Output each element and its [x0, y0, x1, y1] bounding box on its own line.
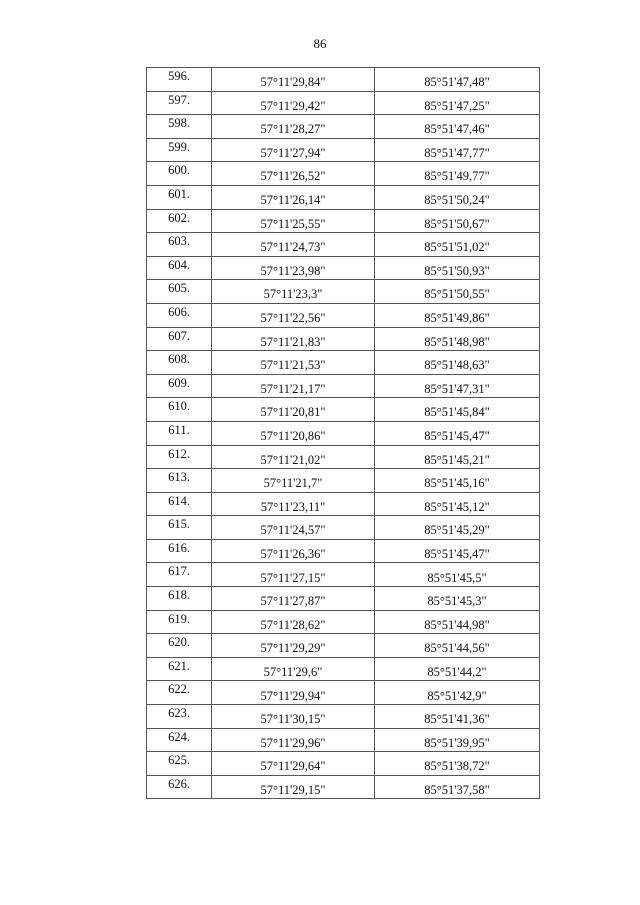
- point-number-cell: 602.: [147, 209, 212, 233]
- table-row: [147, 162, 540, 186]
- longitude-cell: 85°51'42,9": [375, 681, 540, 705]
- latitude-cell: 57°11'29,64": [212, 752, 375, 776]
- point-number-cell: 620.: [147, 634, 212, 658]
- latitude-cell: 57°11'21,02": [212, 445, 375, 469]
- point-number-cell: 604.: [147, 256, 212, 280]
- longitude-cell: 85°51'50,55": [375, 280, 540, 304]
- latitude-cell: 57°11'26,36": [212, 539, 375, 563]
- table-row: [147, 445, 540, 469]
- point-number-cell: 626.: [147, 775, 212, 799]
- latitude-cell: 57°11'26,14": [212, 185, 375, 209]
- table-row: [147, 351, 540, 375]
- table-row: [147, 256, 540, 280]
- longitude-cell: 85°51'47,46": [375, 115, 540, 139]
- longitude-cell: 85°51'37,58": [375, 775, 540, 799]
- longitude-cell: 85°51'49,77": [375, 162, 540, 186]
- point-number-cell: 607.: [147, 327, 212, 351]
- point-number-cell: 596.: [147, 68, 212, 92]
- point-number-cell: 618.: [147, 587, 212, 611]
- latitude-cell: 57°11'20,86": [212, 421, 375, 445]
- point-number-cell: 608.: [147, 351, 212, 375]
- table-row: [147, 303, 540, 327]
- point-number-cell: 615.: [147, 516, 212, 540]
- table-row: [147, 68, 540, 92]
- latitude-cell: 57°11'27,15": [212, 563, 375, 587]
- page-number: 86: [313, 36, 327, 51]
- latitude-cell: 57°11'21,17": [212, 374, 375, 398]
- table-row: [147, 587, 540, 611]
- point-number-cell: 621.: [147, 657, 212, 681]
- point-number-cell: 597.: [147, 91, 212, 115]
- longitude-cell: 85°51'51,02": [375, 233, 540, 257]
- latitude-cell: 57°11'23,98": [212, 256, 375, 280]
- longitude-cell: 85°51'48,63": [375, 351, 540, 375]
- latitude-cell: 57°11'26,52": [212, 162, 375, 186]
- table-row: [147, 327, 540, 351]
- table-row: [147, 209, 540, 233]
- longitude-cell: 85°51'47,25": [375, 91, 540, 115]
- longitude-cell: 85°51'47,31": [375, 374, 540, 398]
- latitude-cell: 57°11'21,53": [212, 351, 375, 375]
- latitude-cell: 57°11'21,83": [212, 327, 375, 351]
- table-row: [147, 610, 540, 634]
- point-number-cell: 623.: [147, 705, 212, 729]
- coordinates-table-body: [147, 68, 540, 799]
- table-row: [147, 492, 540, 516]
- point-number-cell: 600.: [147, 162, 212, 186]
- latitude-cell: 57°11'28,27": [212, 115, 375, 139]
- table-row: [147, 657, 540, 681]
- longitude-cell: 85°51'45,47": [375, 421, 540, 445]
- latitude-cell: 57°11'30,15": [212, 705, 375, 729]
- longitude-cell: 85°51'50,24": [375, 185, 540, 209]
- longitude-cell: 85°51'45,16": [375, 469, 540, 493]
- longitude-cell: 85°51'38,72": [375, 752, 540, 776]
- latitude-cell: 57°11'24,57": [212, 516, 375, 540]
- table-row: [147, 634, 540, 658]
- point-number-cell: 625.: [147, 752, 212, 776]
- point-number-cell: 598.: [147, 115, 212, 139]
- latitude-cell: 57°11'22,56": [212, 303, 375, 327]
- longitude-cell: 85°51'45,12": [375, 492, 540, 516]
- latitude-cell: 57°11'27,94": [212, 138, 375, 162]
- table-row: [147, 469, 540, 493]
- table-row: [147, 752, 540, 776]
- point-number-cell: 614.: [147, 492, 212, 516]
- latitude-cell: 57°11'29,6": [212, 657, 375, 681]
- longitude-cell: 85°51'45,21": [375, 445, 540, 469]
- longitude-cell: 85°51'47,77": [375, 138, 540, 162]
- longitude-cell: 85°51'44,56": [375, 634, 540, 658]
- point-number-cell: 605.: [147, 280, 212, 304]
- point-number-cell: 603.: [147, 233, 212, 257]
- point-number-cell: 610.: [147, 398, 212, 422]
- longitude-cell: 85°51'45,29": [375, 516, 540, 540]
- longitude-cell: 85°51'45,5": [375, 563, 540, 587]
- latitude-cell: 57°11'24,73": [212, 233, 375, 257]
- latitude-cell: 57°11'29,96": [212, 728, 375, 752]
- table-row: [147, 563, 540, 587]
- longitude-cell: 85°51'48,98": [375, 327, 540, 351]
- latitude-cell: 57°11'25,55": [212, 209, 375, 233]
- longitude-cell: 85°51'41,36": [375, 705, 540, 729]
- longitude-cell: 85°51'45,84": [375, 398, 540, 422]
- latitude-cell: 57°11'28,62": [212, 610, 375, 634]
- latitude-cell: 57°11'27,87": [212, 587, 375, 611]
- point-number-cell: 624.: [147, 728, 212, 752]
- table-row: [147, 705, 540, 729]
- table-row: [147, 233, 540, 257]
- table-row: [147, 539, 540, 563]
- point-number-cell: 616.: [147, 539, 212, 563]
- point-number-cell: 619.: [147, 610, 212, 634]
- point-number-cell: 609.: [147, 374, 212, 398]
- point-number-cell: 613.: [147, 469, 212, 493]
- table-row: [147, 138, 540, 162]
- coordinates-table: [146, 67, 540, 799]
- table-row: [147, 280, 540, 304]
- table-row: [147, 775, 540, 799]
- longitude-cell: 85°51'45,47": [375, 539, 540, 563]
- latitude-cell: 57°11'21,7": [212, 469, 375, 493]
- longitude-cell: 85°51'47,48": [375, 68, 540, 92]
- point-number-cell: 606.: [147, 303, 212, 327]
- longitude-cell: 85°51'50,67": [375, 209, 540, 233]
- latitude-cell: 57°11'29,94": [212, 681, 375, 705]
- point-number-cell: 617.: [147, 563, 212, 587]
- longitude-cell: 85°51'44,2": [375, 657, 540, 681]
- table-row: [147, 398, 540, 422]
- point-number-cell: 599.: [147, 138, 212, 162]
- latitude-cell: 57°11'23,3": [212, 280, 375, 304]
- point-number-cell: 622.: [147, 681, 212, 705]
- table-row: [147, 185, 540, 209]
- table-row: [147, 681, 540, 705]
- longitude-cell: 85°51'45,3": [375, 587, 540, 611]
- table-row: [147, 421, 540, 445]
- table-row: [147, 115, 540, 139]
- latitude-cell: 57°11'29,15": [212, 775, 375, 799]
- longitude-cell: 85°51'39,95": [375, 728, 540, 752]
- table-row: [147, 516, 540, 540]
- longitude-cell: 85°51'49,86": [375, 303, 540, 327]
- longitude-cell: 85°51'50,93": [375, 256, 540, 280]
- latitude-cell: 57°11'20,81": [212, 398, 375, 422]
- latitude-cell: 57°11'29,42": [212, 91, 375, 115]
- latitude-cell: 57°11'23,11": [212, 492, 375, 516]
- latitude-cell: 57°11'29,84": [212, 68, 375, 92]
- point-number-cell: 601.: [147, 185, 212, 209]
- point-number-cell: 612.: [147, 445, 212, 469]
- longitude-cell: 85°51'44,98": [375, 610, 540, 634]
- latitude-cell: 57°11'29,29": [212, 634, 375, 658]
- table-row: [147, 91, 540, 115]
- point-number-cell: 611.: [147, 421, 212, 445]
- table-row: [147, 728, 540, 752]
- table-row: [147, 374, 540, 398]
